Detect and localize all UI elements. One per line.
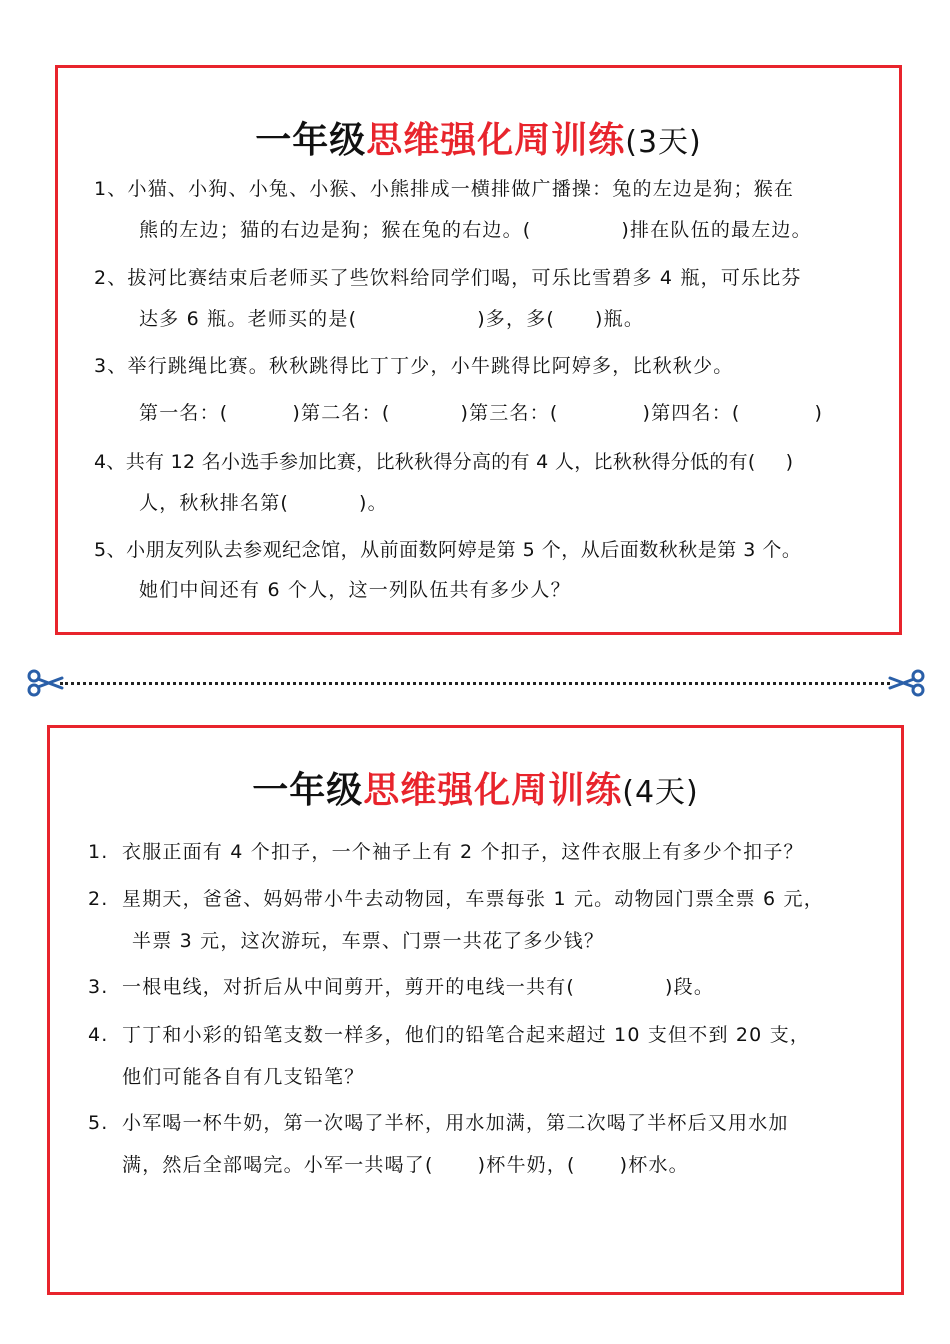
rank-close: ): [814, 402, 824, 424]
question-text: 丁丁和小彩的铅笔支数一样多，他们的铅笔合起来超过 10 支但不到 20 支，: [122, 1024, 811, 1046]
question-number: 5.: [88, 1112, 109, 1134]
cut-line: [60, 682, 890, 685]
q2-text-a: 达多 6 瓶。老师买的是(: [139, 308, 358, 330]
q4-text-c: 人，秋秋排名第(: [139, 492, 290, 514]
question-5-line-2: [122, 1152, 689, 1178]
question-4-line-1: [94, 449, 793, 475]
title-day: (4天): [622, 775, 699, 810]
question-3-line-1: 3、举行跳绳比赛。秋秋跳得比丁丁少，小牛跳得比阿婷多，比秋秋少。: [94, 355, 734, 377]
question-1-line-1: 1、小猫、小狗、小兔、小猴、小熊排成一横排做广播操：兔的左边是狗；猴在: [94, 178, 795, 200]
title-grade: 一年级: [252, 770, 364, 811]
scissors-icon: [888, 668, 926, 698]
q4-text-d: )。: [359, 492, 388, 514]
card-title: [58, 118, 899, 166]
title-topic: 思维强化周训练: [366, 120, 626, 161]
q1-text-a: 熊的左边；猫的右边是狗；猴在兔的右边。(: [139, 219, 532, 241]
question-text: 星期天，爸爸、妈妈带小牛去动物园，车票每张 1 元。动物园门票全票 6 元，: [122, 888, 824, 910]
title-topic: 思维强化周训练: [363, 770, 623, 811]
question-5-line-1: [88, 1110, 789, 1136]
question-2-line-2: 半票 3 元，这次游玩，车票、门票一共花了多少钱？: [132, 930, 605, 952]
question-number: 2.: [88, 888, 109, 910]
q4-text-b: ): [785, 451, 794, 473]
question-3-rank-line: [139, 400, 823, 426]
q5-text-a: 满，然后全部喝完。小军一共喝了(: [122, 1154, 434, 1176]
practice-card-day4: [47, 725, 904, 1295]
scissors-icon: [26, 668, 64, 698]
question-4-line-1: [88, 1022, 810, 1048]
question-number: 3.: [88, 976, 109, 998]
q1-text-b: )排在队伍的最左边。: [621, 219, 812, 241]
question-text: 一根电线，对折后从中间剪开，剪开的电线一共有(: [122, 976, 576, 998]
question-4-line-2: 他们可能各自有几支铅笔？: [122, 1066, 365, 1088]
q2-text-b: )多，多(: [477, 308, 556, 330]
question-number: 1.: [88, 841, 109, 863]
practice-card-day3: [55, 65, 902, 635]
title-grade: 一年级: [255, 120, 367, 161]
question-5-line-1: 5、小朋友列队去参观纪念馆，从前面数阿婷是第 5 个，从后面数秋秋是第 3 个。: [94, 539, 802, 561]
rank-2-label: )第二名：(: [292, 402, 391, 424]
question-text: 小军喝一杯牛奶，第一次喝了半杯，用水加满，第二次喝了半杯后又用水加: [122, 1112, 789, 1134]
rank-1-label: 第一名：(: [139, 402, 229, 424]
question-2-line-1: 2、拔河比赛结束后老师买了些饮料给同学们喝，可乐比雪碧多 4 瓶，可乐比芬: [94, 267, 802, 289]
question-5-line-2: 她们中间还有 6 个人，这一列队伍共有多少人？: [139, 579, 571, 601]
question-3: [88, 974, 714, 1000]
question-1: [88, 839, 804, 865]
card-title: [50, 768, 901, 816]
rank-4-label: )第四名：(: [642, 402, 741, 424]
title-day: (3天): [625, 125, 702, 160]
rank-3-label: )第三名：(: [460, 402, 559, 424]
q4-text-a: 4、共有 12 名小选手参加比赛，比秋秋得分高的有 4 人，比秋秋得分低的有(: [94, 451, 756, 473]
question-number: 4.: [88, 1024, 109, 1046]
question-1-line-2: [139, 217, 812, 243]
question-2-line-1: [88, 886, 824, 912]
question-text-b: )段。: [665, 976, 715, 998]
q5-text-b: )杯牛奶，(: [477, 1154, 576, 1176]
question-4-line-2: [139, 490, 388, 516]
q2-text-c: )瓶。: [595, 308, 645, 330]
question-2-line-2: [139, 306, 644, 332]
question-text: 衣服正面有 4 个扣子，一个袖子上有 2 个扣子，这件衣服上有多少个扣子？: [122, 841, 804, 863]
q5-text-c: )杯水。: [619, 1154, 689, 1176]
